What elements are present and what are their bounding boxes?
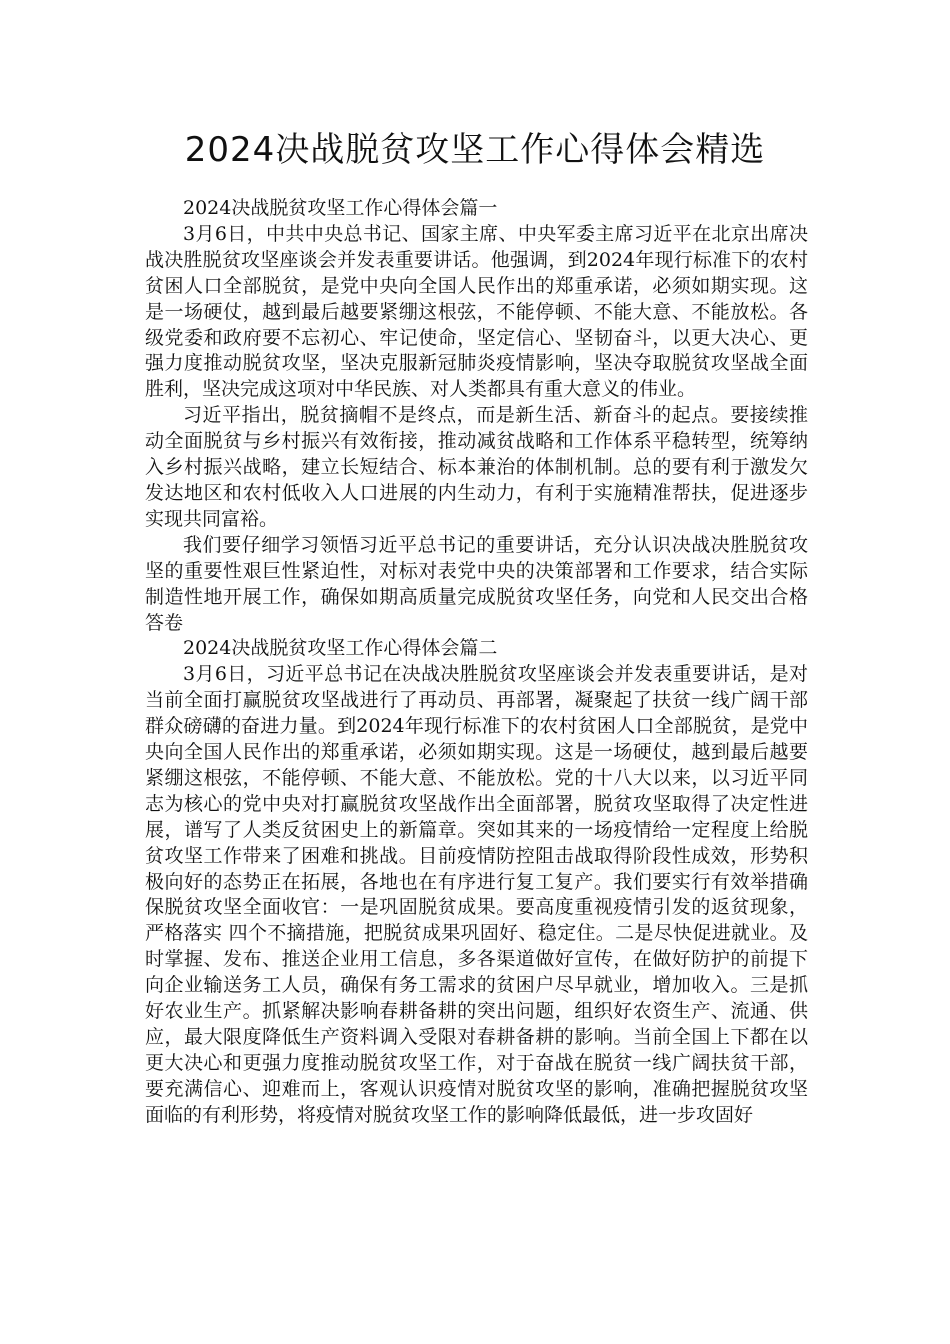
paragraph-2: 习近平指出，脱贫摘帽不是终点，而是新生活、新奋斗的起点。要接续推动全面脱贫与乡村振兴有效衔接，推动减贫战略和工作体系平稳转型，统筹纳入乡村振兴战略，建立长短结合、标本兼治的体制机制。总的要有利于激发欠发达地区和农村低收入人口进展的内生动力，有利于实施精准帮扶，促进逐步实现共同富裕。 [145,404,808,530]
paragraph-3: 我们要仔细学习领悟习近平总书记的重要讲话，充分认识决战决胜脱贫攻坚的重要性艰巨性紧迫性，对标对表党中央的决策部署和工作要求，结合实际制造性地开展工作，确保如期高质量完成脱贫攻坚任务，向党和人民交出合格答卷 [145,533,808,634]
paragraph-1: 3月6日，中共中央总书记、国家主席、中央军委主席习近平在北京出席决战决胜脱贫攻坚座谈会并发表重要讲话。他强调，到2024年现行标准下的农村贫困人口全部脱贫，是党中央向全国人民作出的郑重承诺，必须如期实现。这是一场硬仗，越到最后越要紧绷这根弦，不能停顿、不能大意、不能放松。各级党委和政府要不忘初心、牢记使命，坚定信心、坚韧奋斗，以更大决心、更强力度推动脱贫攻坚，坚决克服新冠肺炎疫情影响，坚决夺取脱贫攻坚战全面胜利，坚决完成这项对中华民族、对人类都具有重大意义的伟业。 [145,222,808,401]
paragraph-4: 3月6日，习近平总书记在决战决胜脱贫攻坚座谈会并发表重要讲话，是对当前全面打赢脱贫攻坚战进行了再动员、再部署，凝聚起了扶贫一线广阔干部群众磅礴的奋进力量。到2024年现行标准下的农村贫困人口全部脱贫，是党中央向全国人民作出的郑重承诺，必须如期实现。这是一场硬仗，越到最后越要紧绷这根弦，不能停顿、不能大意、不能放松。党的十八大以来，以习近平同志为核心的党中央对打赢脱贫攻坚战作出全面部署，脱贫攻坚取得了决定性进展，谱写了人类反贫困史上的新篇章。突如其来的一场疫情给一定程度上给脱贫攻坚工作带来了困难和挑战。目前疫情防控阻击战取得阶段性成效，形势积极向好的态势正在拓展，各地也在有序进行复工复产。我们要实行有效举措确保脱贫攻坚全面收官：一是巩固脱贫成果。要高度重视疫情引发的返贫现象，严格落实 四个不摘措施，把脱贫成果巩固好、稳定住。二是尽快促进就业。及时掌握、发布、推送企业用工信息，多各渠道做好宣传，在做好防护的前提下向企业输送务工人员，确保有务工需求的贫困户尽早就业，增加收入。三是抓好农业生产。抓紧解决影响春耕备耕的突出问题，组织好农资生产、流通、供应，最大限度降低生产资料调入受限对春耕备耕的影响。当前全国上下都在以更大决心和更强力度推动脱贫攻坚工作，对于奋战在脱贫一线广阔扶贫干部，要充满信心、迎难而上，客观认识疫情对脱贫攻坚的影响，准确把握脱贫攻坚面临的有利形势，将疫情对脱贫攻坚工作的影响降低最低，进一步攻固好 [145,663,808,1126]
document-body [145,196,808,1129]
section-heading-1: 2024决战脱贫攻坚工作心得体会篇一 [183,197,498,219]
section-heading-2: 2024决战脱贫攻坚工作心得体会篇二 [183,637,498,660]
document-title: 2024决战脱贫攻坚工作心得体会精选 [184,130,766,170]
